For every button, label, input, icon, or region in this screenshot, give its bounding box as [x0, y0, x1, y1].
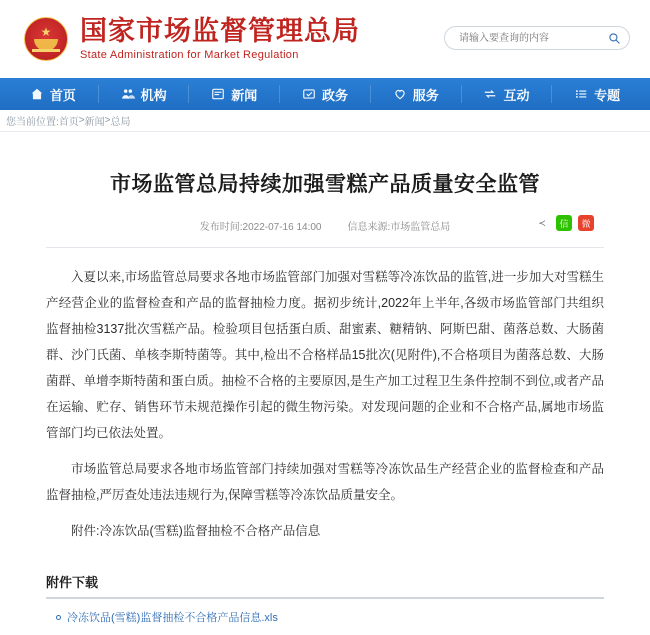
org-icon	[121, 87, 135, 101]
attachment-link[interactable]	[46, 609, 604, 625]
page-title: 市场监管总局持续加强雪糕产品质量安全监管	[110, 173, 540, 196]
nav-label: 政务	[322, 87, 349, 103]
exchange-icon	[483, 87, 497, 101]
search-input[interactable]	[457, 32, 608, 45]
article-paragraph: 入夏以来,市场监管总局要求各地市场监管部门加强对雪糕等冷冻饮品的监管,进一步加大对雪糕生产经营企业的监督检查和产品的监督抽检力度。据初步统计,2022年上半年,各级市场监管部门共组织监督抽检3137批次雪糕产品。检验项目包括蛋白质、甜蜜素、糖精钠、阿斯巴甜、菌落总数、大肠菌群、沙门氏菌、单核李斯特菌等。其中,检出不合格样品15批次(见附件),不合格项目为菌落总数、大肠菌群、单增李斯特菌和蛋白质。抽检不合格的主要原因,是生产加工过程卫生条件控制不到位,或者产品在运输、贮存、销售环节未规范操作引起的微生物污染。对发现问题的企业和不合格产品,属地市场监管部门均已依法处置。	[46, 270, 604, 440]
site-title-block	[80, 15, 360, 63]
article-meta	[46, 218, 604, 243]
breadcrumb-prefix: 您当前位置:	[6, 117, 59, 128]
article-paragraph: 附件:冷冻饮品(雪糕)监督抽检不合格产品信息	[71, 524, 321, 538]
nav-label: 首页	[49, 87, 76, 103]
weibo-icon[interactable]: 微	[578, 215, 594, 231]
government-icon	[302, 87, 316, 101]
breadcrumb-item-bureau[interactable]: 总局	[110, 117, 131, 128]
article-body	[46, 264, 604, 544]
attachment-section	[46, 572, 604, 635]
heart-icon	[393, 87, 407, 101]
article-paragraph: 市场监管总局要求各地市场监管部门持续加强对雪糕等冷冻饮品生产经营企业的监督检查和产品监督抽检,严厉查处违法违规行为,保障雪糕等冷冻饮品质量安全。	[46, 462, 604, 502]
nav-item-news[interactable]	[189, 78, 279, 110]
nav-item-home[interactable]	[8, 78, 98, 110]
search-box[interactable]	[444, 26, 630, 50]
nav-item-topic[interactable]	[552, 78, 642, 110]
search-icon[interactable]	[608, 32, 621, 45]
topic-icon	[574, 87, 588, 101]
breadcrumb-item-home[interactable]: 首页	[58, 117, 79, 128]
breadcrumb-sep: >	[78, 115, 85, 126]
site-header	[0, 0, 650, 78]
nav-item-org[interactable]	[99, 78, 189, 110]
nav-label: 新闻	[231, 87, 258, 103]
bullet-icon	[56, 615, 61, 620]
nav-item-interaction[interactable]	[462, 78, 552, 110]
publish-time: 发布时间:2022-07-16 14:00	[199, 222, 322, 233]
article-container	[0, 132, 650, 635]
main-nav	[0, 78, 650, 110]
home-icon	[30, 87, 44, 101]
nav-item-service[interactable]	[371, 78, 461, 110]
breadcrumb-sep: >	[104, 115, 111, 126]
share-group	[534, 215, 594, 231]
attachment-rule	[46, 597, 604, 599]
breadcrumb-item-news[interactable]: 新闻	[84, 117, 105, 128]
site-title-cn: 国家市场监督管理总局	[80, 16, 360, 46]
attachment-label: 冷冻饮品(雪糕)监督抽检不合格产品信息.xls	[67, 612, 278, 624]
attachment-section-title: 附件下载	[46, 575, 99, 590]
wechat-icon[interactable]: 信	[556, 215, 572, 231]
national-emblem-icon: ★	[22, 15, 70, 63]
article-source: 信息来源:市场监管总局	[347, 222, 451, 233]
nav-label: 服务	[412, 87, 439, 103]
nav-label: 互动	[503, 87, 530, 103]
news-icon	[211, 87, 225, 101]
nav-label: 机构	[140, 87, 167, 103]
title-divider	[46, 247, 604, 248]
nav-item-government[interactable]	[280, 78, 370, 110]
breadcrumb	[0, 110, 650, 132]
nav-label: 专题	[594, 87, 621, 103]
site-title-en: State Administration for Market Regulation	[80, 49, 299, 61]
share-icon[interactable]: ≺	[538, 217, 546, 228]
